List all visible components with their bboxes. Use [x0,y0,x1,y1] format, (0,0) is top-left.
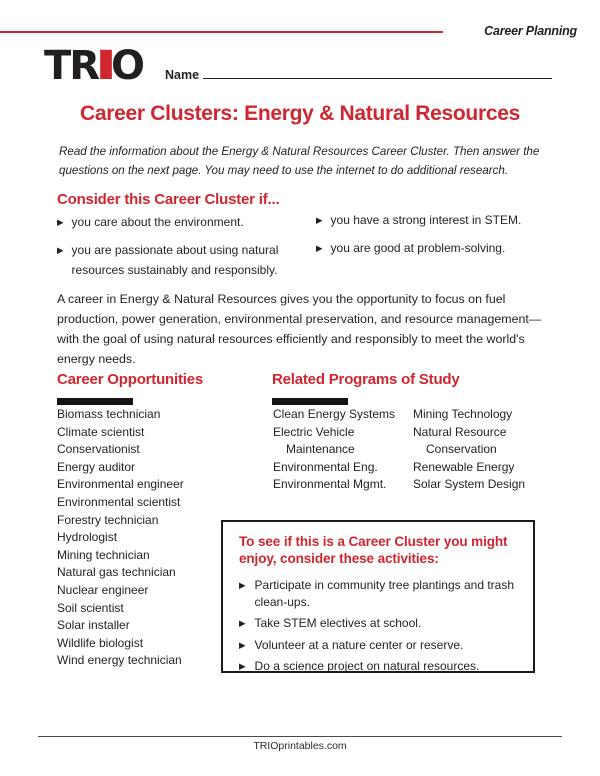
career-opportunities-heading: Career Opportunities [57,371,204,388]
related-programs-heading: Related Programs of Study [272,371,460,388]
career-item: Natural gas technician [57,565,176,580]
bullet-item [57,212,309,232]
career-item: Mining technician [57,547,150,562]
activities-box [221,520,535,673]
bullet-triangle-icon: ▶ [239,639,246,650]
activity-text: Do a science project on natural resources. [254,659,480,673]
activity-item [239,577,520,610]
program-item: Natural Resource Conservation [413,424,507,457]
program-item: Environmental Mgmt. [273,477,387,492]
bullet-triangle-icon: ▶ [57,245,64,255]
career-item: Nuclear engineer [57,582,149,597]
name-row [165,64,552,82]
header-label: Career Planning [484,24,577,38]
career-item: Biomass technician [57,407,161,421]
consider-bullets-right [316,210,568,266]
career-item: Soil scientist [57,600,124,615]
activities-box-heading: To see if this is a Career Cluster you might enjoy, consider these activities: [239,534,508,566]
bullet-triangle-icon: ▶ [316,215,323,225]
program-item: Mining Technology [413,407,513,421]
name-input-line[interactable] [203,64,552,79]
page-title: Career Clusters: Energy & Natural Resources [80,102,520,125]
logo-letters-tr: TR [44,43,99,89]
career-opportunities-underline [57,398,133,405]
bullet-text: you are good at problem-solving. [330,241,506,255]
career-item: Forestry technician [57,512,159,527]
bullet-triangle-icon: ▶ [316,243,323,253]
career-item: Wind energy technician [57,653,182,668]
bullet-triangle-icon: ▶ [239,618,246,628]
activity-item [239,658,520,675]
trio-logo [44,43,143,89]
activities-list [239,577,520,675]
bullet-text: you care about the environment. [71,215,244,229]
career-item: Conservationist [57,442,140,457]
cluster-description: A career in Energy & Natural Resources gives you the opportunity to focus on fuel production, power generation, environmental preservation, and resource management—with the goal of using natural resources efficiently and responsibly to meet the world's energy needs. [57,292,542,366]
bullet-triangle-icon: ▶ [57,217,64,227]
programs-column-2 [413,406,543,494]
bullet-item [316,238,568,258]
activity-text: Participate in community tree plantings and trash clean-ups. [254,578,515,609]
bullet-item [316,210,568,230]
name-label: Name [165,68,200,82]
program-item: Clean Energy Systems [273,407,396,421]
bullet-item [57,240,309,280]
career-item: Energy auditor [57,459,136,474]
program-item: Electric Vehicle Maintenance [273,424,355,457]
bullet-text: you are passionate about using natural resources sustainably and responsibly. [71,243,279,277]
footer-rule [38,736,562,737]
career-item: Hydrologist [57,530,118,545]
bullet-text: you have a strong interest in STEM. [330,213,522,227]
footer-site-text: TRIOprintables.com [253,740,347,752]
activity-text: Take STEM electives at school. [254,616,422,630]
logo-letter-i-red: I [94,43,115,89]
career-item: Solar installer [57,618,130,633]
activity-item [239,615,520,632]
consider-bullets-left [57,212,309,288]
program-item: Solar System Design [413,477,526,492]
related-programs-underline [272,398,348,405]
career-item: Environmental scientist [57,494,181,509]
logo-letter-o: O [110,43,143,89]
activity-text: Volunteer at a nature center or reserve. [254,637,464,652]
career-item: Environmental engineer [57,477,184,492]
programs-column-1 [273,406,411,494]
bullet-triangle-icon: ▶ [239,580,246,590]
activity-item [239,637,520,654]
consider-heading: Consider this Career Cluster if... [57,191,280,208]
bullet-triangle-icon: ▶ [239,661,246,671]
career-item: Wildlife biologist [57,635,144,650]
career-item: Climate scientist [57,424,145,439]
program-item: Environmental Eng. [273,459,378,474]
program-item: Renewable Energy [413,459,515,474]
header-rule [0,31,443,33]
intro-instructions: Read the information about the Energy & Natural Resources Career Cluster. Then answer the questions on the next page. You may need to use the internet to do additional research. [59,145,540,177]
